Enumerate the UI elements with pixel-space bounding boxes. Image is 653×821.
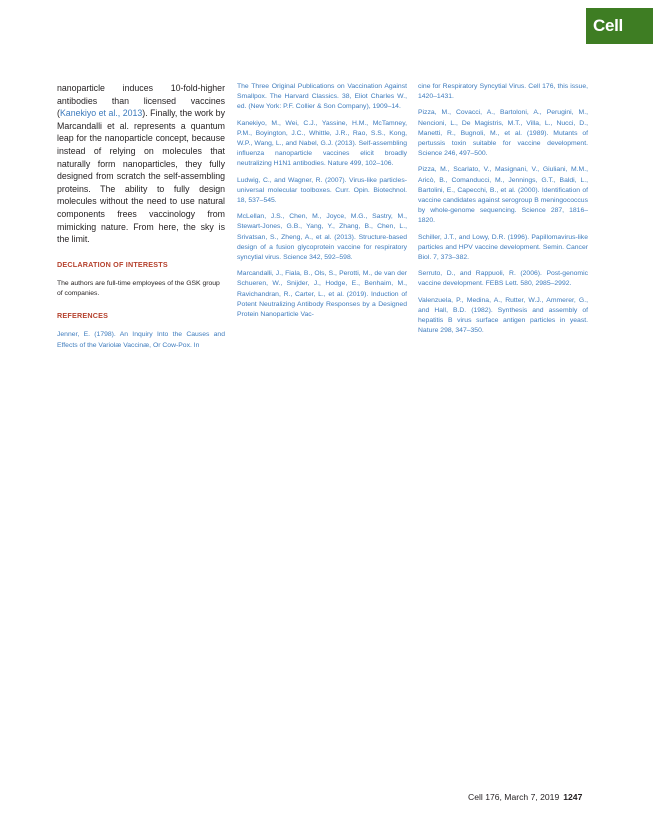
reference-item[interactable]: Ludwig, C., and Wagner, R. (2007). Virus-like particles-universal molecular toolboxes. Curr. Opin. Biotechnol. 18, 537–545. xyxy=(237,176,407,205)
reference-list-col2 xyxy=(237,82,407,320)
reference-item[interactable]: The Three Original Publications on Vaccination Against Smallpox. The Harvard Classics. 38, Eliot Charles W., ed. (New York: P.F. Collier & Son Company), 1909–14. xyxy=(237,83,407,111)
reference-item[interactable]: Pizza, M., Scarlato, V., Masignani, V., Giuliani, M.M., Aricò, B., Comanducci, M., Jennings, G.T., Baldi, L., Bartolini, E., Capecchi, B., et al. (2000). Identification of vaccine candidates against serogroup B meningococcus by whole-genome sequencing. Science 287, 1816–1820. xyxy=(418,166,588,225)
reference-list-col1 xyxy=(57,330,225,350)
reference-item[interactable]: McLellan, J.S., Chen, M., Joyce, M.G., Sastry, M., Stewart-Jones, G.B., Yang, Y., Zhang, B., Chen, L., Srivatsan, S., Zheng, A., et al. (2013). Structure-based design of a fusion glycoprotein vaccine for respiratory syncytial virus. Science 342, 592–598. xyxy=(237,213,407,262)
citation-link[interactable]: Kanekiyo et al., 2013 xyxy=(59,108,143,119)
reference-item[interactable]: Marcandalli, J., Fiala, B., Ols, S., Perotti, M., de van der Schueren, W., Snijder, J., Hodge, E., Benhaim, M., Ravichandran, R., Carter, L., et al. (2019). Induction of Potent Neutralizing Antibody Responses by a Designed Protein Nanoparticle Vac- xyxy=(237,270,407,319)
reference-item[interactable]: cine for Respiratory Syncytial Virus. Cell 176, this issue, 1420–1431. xyxy=(418,83,588,101)
declaration-heading: DECLARATION OF INTERESTS xyxy=(57,259,168,269)
reference-item[interactable]: Kanekiyo, M., Wei, C.J., Yassine, H.M., McTamney, P.M., Boyington, J.C., Whittle, J.R., Rao, S.S., Kong, W.P., Wang, L., and Nabel, G.J. (2013). Self-assembling influenza nanoparticle vaccines elicit broadly neutralizing H1N1 antibodies. Nature 499, 102–106. xyxy=(237,119,407,168)
page-footer xyxy=(468,792,582,802)
body-text-start: nanoparticle induces 10-fold-higher antibodies than licensed vaccines ( xyxy=(57,83,225,119)
journal-badge: Cell xyxy=(586,8,653,44)
declaration-text: The authors are full-time employees of the GSK group of companies. xyxy=(57,279,220,298)
footer-citation: Cell 176, March 7, 2019 xyxy=(468,792,560,802)
body-text-end: ). Finally, the work by Marcandalli et al. represents a quantum leap for the nanoparticle concept, because instead of relying on molecules that naturally form nanoparticles, they fully designed from scratch the self-assembling proteins. The ability to fully design molecules without the need to use natural components frees vaccinology from mimicking nature. From here, the sky is the limit. xyxy=(57,108,225,245)
reference-item[interactable]: Valenzuela, P., Medina, A., Rutter, W.J., Ammerer, G., and Hall, B.D. (1982). Synthesis and assembly of hepatitis B virus surface antigen particles in yeast. Nature 298, 347–350. xyxy=(418,296,588,335)
page-number: 1247 xyxy=(563,792,583,802)
column-left xyxy=(57,82,225,351)
reference-item[interactable]: Jenner, E. (1798). An Inquiry Into the Causes and Effects of the Variolæ Vaccinæ, Or Cow-Pox. In xyxy=(57,331,225,349)
reference-item[interactable]: Schiller, J.T., and Lowy, D.R. (1996). Papillomavirus-like particles and HPV vaccine development. Semin. Cancer Biol. 7, 373–382. xyxy=(418,233,588,262)
reference-item[interactable]: Serruto, D., and Rappuoli, R. (2006). Post-genomic vaccine development. FEBS Lett. 580, 2985–2992. xyxy=(418,270,588,288)
references-heading: REFERENCES xyxy=(57,311,109,321)
reference-item[interactable]: Pizza, M., Covacci, A., Bartoloni, A., Perugini, M., Nencioni, L., De Magistris, M.T., Villa, L., Nucci, D., Manetti, R., Bugnoli, M., et al. (1989). Mutants of pertussis toxin suitable for vaccine development. Science 246, 497–500. xyxy=(418,109,588,158)
reference-list-col3 xyxy=(418,82,588,336)
body-paragraph xyxy=(57,82,225,246)
